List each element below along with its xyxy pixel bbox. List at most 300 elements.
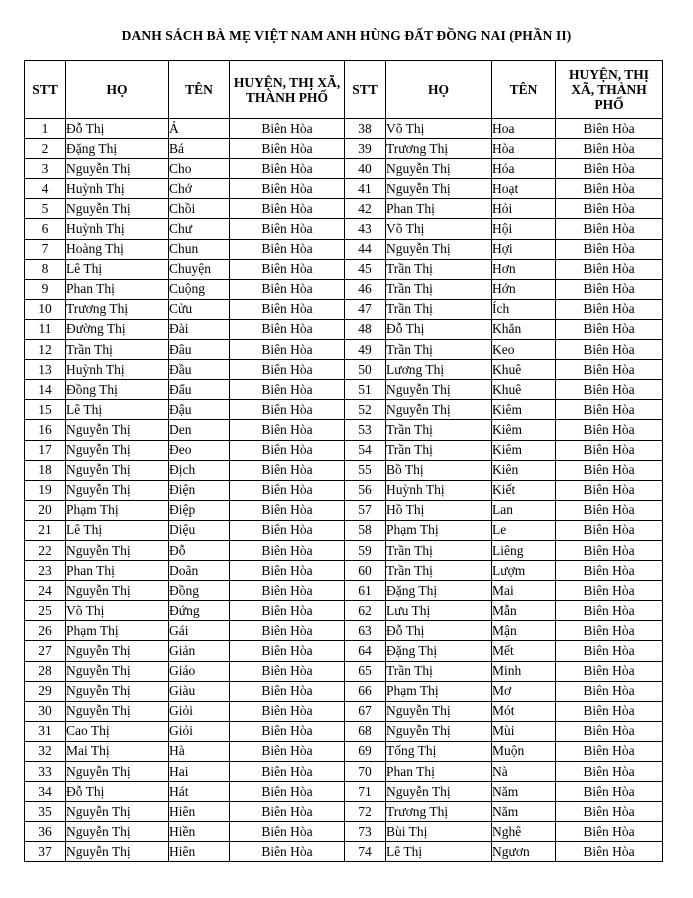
right-ho-cell: Trần Thị [386,540,492,560]
left-ten-cell: Đỗ [169,540,230,560]
right-huyen-cell: Biên Hòa [556,822,663,842]
left-stt-cell: 36 [25,822,66,842]
right-huyen-cell: Biên Hòa [556,319,663,339]
left-ho-cell: Nguyễn Thị [66,159,169,179]
right-ho-cell: Bồ Thị [386,460,492,480]
table-row [25,681,663,701]
right-huyen-cell: Biên Hòa [556,360,663,380]
left-huyen-cell: Biên Hòa [230,179,345,199]
right-ten-cell: Hóa [492,159,556,179]
left-ten-cell: Đâu [169,340,230,360]
left-ten-cell: Hiên [169,842,230,862]
table-row [25,500,663,520]
left-ho-cell: Đồng Thị [66,380,169,400]
right-ho-cell: Trần Thị [386,561,492,581]
left-ten-cell: Hiền [169,822,230,842]
left-ten-cell: Bá [169,139,230,159]
left-huyen-cell: Biên Hòa [230,842,345,862]
left-ten-cell: Đẩu [169,380,230,400]
right-huyen-cell: Biên Hòa [556,440,663,460]
left-huyen-cell: Biên Hòa [230,681,345,701]
left-ten-cell: Hát [169,782,230,802]
left-huyen-cell: Biên Hòa [230,561,345,581]
right-ten-cell: Năm [492,802,556,822]
left-huyen-cell: Biên Hòa [230,340,345,360]
left-ho-cell: Nguyễn Thị [66,681,169,701]
left-ten-cell: Chớ [169,179,230,199]
right-huyen-cell: Biên Hòa [556,621,663,641]
right-ten-cell: Mết [492,641,556,661]
left-ho-cell: Nguyễn Thị [66,842,169,862]
right-huyen-cell: Biên Hòa [556,279,663,299]
table-row [25,259,663,279]
table-row [25,641,663,661]
left-stt-cell: 37 [25,842,66,862]
left-ten-cell: Den [169,420,230,440]
right-huyen-cell: Biên Hòa [556,741,663,761]
table-row [25,400,663,420]
left-ho-cell: Huỳnh Thị [66,179,169,199]
table-row [25,179,663,199]
header-stt-left: STT [25,61,66,119]
right-ho-cell: Nguyễn Thị [386,380,492,400]
right-ho-cell: Đặng Thị [386,641,492,661]
header-row [25,61,663,119]
right-ho-cell: Đặng Thị [386,581,492,601]
left-stt-cell: 20 [25,500,66,520]
right-ho-cell: Nguyễn Thị [386,782,492,802]
left-stt-cell: 35 [25,802,66,822]
left-huyen-cell: Biên Hòa [230,581,345,601]
left-stt-cell: 16 [25,420,66,440]
left-huyen-cell: Biên Hòa [230,279,345,299]
right-stt-cell: 64 [345,641,386,661]
left-stt-cell: 12 [25,340,66,360]
right-stt-cell: 69 [345,741,386,761]
right-ten-cell: Mẫn [492,601,556,621]
left-huyen-cell: Biên Hòa [230,500,345,520]
left-stt-cell: 21 [25,520,66,540]
left-ho-cell: Nguyễn Thị [66,641,169,661]
right-ten-cell: Minh [492,661,556,681]
right-huyen-cell: Biên Hòa [556,480,663,500]
left-ho-cell: Nguyễn Thị [66,460,169,480]
right-stt-cell: 73 [345,822,386,842]
right-ten-cell: Liêng [492,540,556,560]
right-huyen-cell: Biên Hòa [556,681,663,701]
right-ten-cell: Muộn [492,741,556,761]
left-ten-cell: Chồi [169,199,230,219]
right-stt-cell: 46 [345,279,386,299]
right-ho-cell: Phạm Thị [386,681,492,701]
right-ho-cell: Huỳnh Thị [386,480,492,500]
left-huyen-cell: Biên Hòa [230,440,345,460]
left-stt-cell: 29 [25,681,66,701]
right-ho-cell: Trần Thị [386,420,492,440]
left-ten-cell: Đậu [169,400,230,420]
left-stt-cell: 18 [25,460,66,480]
right-ho-cell: Trần Thị [386,299,492,319]
right-stt-cell: 43 [345,219,386,239]
right-stt-cell: 40 [345,159,386,179]
left-huyen-cell: Biên Hòa [230,661,345,681]
left-huyen-cell: Biên Hòa [230,782,345,802]
right-huyen-cell: Biên Hòa [556,842,663,862]
right-ho-cell: Nguyễn Thị [386,701,492,721]
left-ten-cell: Chun [169,239,230,259]
right-huyen-cell: Biên Hòa [556,239,663,259]
left-huyen-cell: Biên Hòa [230,802,345,822]
right-ten-cell: Khuê [492,380,556,400]
left-huyen-cell: Biên Hòa [230,822,345,842]
left-huyen-cell: Biên Hòa [230,380,345,400]
header-stt-right: STT [345,61,386,119]
right-ten-cell: Keo [492,340,556,360]
table-row [25,319,663,339]
right-huyen-cell: Biên Hòa [556,561,663,581]
left-ho-cell: Đặng Thị [66,139,169,159]
right-ten-cell: Hoa [492,119,556,139]
left-stt-cell: 9 [25,279,66,299]
right-ten-cell: Le [492,520,556,540]
table-row [25,239,663,259]
right-huyen-cell: Biên Hòa [556,661,663,681]
left-stt-cell: 17 [25,440,66,460]
left-ten-cell: Hiên [169,802,230,822]
left-ho-cell: Phạm Thị [66,500,169,520]
left-ho-cell: Lê Thị [66,520,169,540]
right-ten-cell: Kiên [492,460,556,480]
left-stt-cell: 6 [25,219,66,239]
left-ho-cell: Trương Thị [66,299,169,319]
right-ho-cell: Trần Thị [386,661,492,681]
left-stt-cell: 3 [25,159,66,179]
table-row [25,440,663,460]
left-ten-cell: Cho [169,159,230,179]
left-ho-cell: Trần Thị [66,340,169,360]
table-row [25,139,663,159]
left-stt-cell: 22 [25,540,66,560]
left-stt-cell: 15 [25,400,66,420]
table-row [25,601,663,621]
right-huyen-cell: Biên Hòa [556,701,663,721]
left-stt-cell: 5 [25,199,66,219]
left-huyen-cell: Biên Hòa [230,601,345,621]
table-row [25,480,663,500]
left-ho-cell: Nguyễn Thị [66,661,169,681]
table-row [25,782,663,802]
right-stt-cell: 59 [345,540,386,560]
left-ten-cell: Đồng [169,581,230,601]
right-ten-cell: Mơ [492,681,556,701]
table-row [25,520,663,540]
left-stt-cell: 30 [25,701,66,721]
right-ten-cell: Kiêm [492,440,556,460]
left-stt-cell: 10 [25,299,66,319]
right-stt-cell: 47 [345,299,386,319]
left-ho-cell: Đỗ Thị [66,782,169,802]
left-ten-cell: Giáo [169,661,230,681]
right-huyen-cell: Biên Hòa [556,500,663,520]
right-huyen-cell: Biên Hòa [556,340,663,360]
table-row [25,741,663,761]
left-ho-cell: Võ Thị [66,601,169,621]
right-ho-cell: Nguyễn Thị [386,400,492,420]
right-ten-cell: Hơn [492,259,556,279]
table-row [25,420,663,440]
right-ten-cell: Hòa [492,139,556,159]
left-ho-cell: Nguyễn Thị [66,581,169,601]
right-stt-cell: 74 [345,842,386,862]
left-ten-cell: Doãn [169,561,230,581]
right-ho-cell: Nguyễn Thị [386,159,492,179]
left-ho-cell: Đỗ Thị [66,119,169,139]
left-stt-cell: 1 [25,119,66,139]
right-ten-cell: Mót [492,701,556,721]
left-huyen-cell: Biên Hòa [230,400,345,420]
left-stt-cell: 2 [25,139,66,159]
left-ho-cell: Phan Thị [66,561,169,581]
right-stt-cell: 51 [345,380,386,400]
right-ten-cell: Hội [492,219,556,239]
right-ho-cell: Trương Thị [386,139,492,159]
right-huyen-cell: Biên Hòa [556,802,663,822]
right-huyen-cell: Biên Hòa [556,721,663,741]
right-ho-cell: Nguyễn Thị [386,721,492,741]
right-ten-cell: Năm [492,782,556,802]
left-ho-cell: Nguyễn Thị [66,802,169,822]
left-huyen-cell: Biên Hòa [230,762,345,782]
right-ten-cell: Mận [492,621,556,641]
left-ten-cell: Cuộng [169,279,230,299]
table-row [25,621,663,641]
left-ten-cell: Diệu [169,520,230,540]
table-row [25,380,663,400]
table-row [25,802,663,822]
table-body [25,119,663,862]
right-stt-cell: 56 [345,480,386,500]
left-huyen-cell: Biên Hòa [230,199,345,219]
right-ten-cell: Kiêm [492,400,556,420]
right-stt-cell: 53 [345,420,386,440]
left-ten-cell: Chư [169,219,230,239]
right-stt-cell: 52 [345,400,386,420]
table-row [25,340,663,360]
left-ten-cell: Hai [169,762,230,782]
right-ten-cell: Mai [492,581,556,601]
left-ho-cell: Phạm Thị [66,621,169,641]
left-ho-cell: Nguyễn Thị [66,701,169,721]
left-stt-cell: 27 [25,641,66,661]
table-row [25,561,663,581]
right-huyen-cell: Biên Hòa [556,641,663,661]
right-ten-cell: Mùi [492,721,556,741]
right-stt-cell: 61 [345,581,386,601]
right-ten-cell: Kiêm [492,420,556,440]
left-stt-cell: 31 [25,721,66,741]
left-stt-cell: 23 [25,561,66,581]
left-ho-cell: Hoàng Thị [66,239,169,259]
table-row [25,701,663,721]
right-ho-cell: Đỗ Thị [386,319,492,339]
left-huyen-cell: Biên Hòa [230,139,345,159]
left-ten-cell: Đầu [169,360,230,380]
right-huyen-cell: Biên Hòa [556,139,663,159]
right-stt-cell: 66 [345,681,386,701]
left-huyen-cell: Biên Hòa [230,119,345,139]
right-stt-cell: 60 [345,561,386,581]
mothers-table [24,60,663,862]
right-stt-cell: 38 [345,119,386,139]
right-stt-cell: 68 [345,721,386,741]
right-huyen-cell: Biên Hòa [556,762,663,782]
right-stt-cell: 54 [345,440,386,460]
right-stt-cell: 45 [345,259,386,279]
header-huyen-left: HUYỆN, THỊ XÃ, THÀNH PHỐ [230,61,345,119]
left-ten-cell: Giỏi [169,721,230,741]
right-ho-cell: Trần Thị [386,340,492,360]
left-stt-cell: 14 [25,380,66,400]
header-ten-right: TÊN [492,61,556,119]
left-ten-cell: Chuyện [169,259,230,279]
left-ho-cell: Nguyễn Thị [66,822,169,842]
left-ten-cell: Điệp [169,500,230,520]
left-huyen-cell: Biên Hòa [230,360,345,380]
left-stt-cell: 28 [25,661,66,681]
left-ho-cell: Nguyễn Thị [66,480,169,500]
left-stt-cell: 13 [25,360,66,380]
table-row [25,581,663,601]
left-huyen-cell: Biên Hòa [230,480,345,500]
right-stt-cell: 62 [345,601,386,621]
left-ten-cell: Đeo [169,440,230,460]
right-ten-cell: Nà [492,762,556,782]
right-stt-cell: 58 [345,520,386,540]
left-huyen-cell: Biên Hòa [230,219,345,239]
right-ten-cell: Lan [492,500,556,520]
right-huyen-cell: Biên Hòa [556,782,663,802]
right-huyen-cell: Biên Hòa [556,601,663,621]
left-huyen-cell: Biên Hòa [230,299,345,319]
right-ten-cell: Hỏi [492,199,556,219]
left-ten-cell: Giản [169,641,230,661]
table-row [25,299,663,319]
left-stt-cell: 7 [25,239,66,259]
left-ho-cell: Nguyễn Thị [66,420,169,440]
left-huyen-cell: Biên Hòa [230,319,345,339]
right-huyen-cell: Biên Hòa [556,380,663,400]
right-huyen-cell: Biên Hòa [556,581,663,601]
left-stt-cell: 34 [25,782,66,802]
right-ten-cell: Hợi [492,239,556,259]
left-ho-cell: Huỳnh Thị [66,219,169,239]
table-row [25,540,663,560]
left-stt-cell: 26 [25,621,66,641]
left-ten-cell: Ả [169,119,230,139]
left-ho-cell: Đường Thị [66,319,169,339]
header-huyen-right: HUYỆN, THỊ XÃ, THÀNH PHỐ [556,61,663,119]
right-ten-cell: Hoạt [492,179,556,199]
right-huyen-cell: Biên Hòa [556,460,663,480]
right-ho-cell: Phan Thị [386,199,492,219]
right-stt-cell: 57 [345,500,386,520]
left-ten-cell: Điện [169,480,230,500]
right-ten-cell: Khăn [492,319,556,339]
right-ho-cell: Võ Thị [386,219,492,239]
right-ho-cell: Nguyễn Thị [386,239,492,259]
right-stt-cell: 42 [345,199,386,219]
right-ten-cell: Nghê [492,822,556,842]
left-ten-cell: Cửu [169,299,230,319]
left-ten-cell: Đài [169,319,230,339]
left-huyen-cell: Biên Hòa [230,520,345,540]
table-row [25,360,663,380]
table-row [25,279,663,299]
right-stt-cell: 39 [345,139,386,159]
right-ho-cell: Bùi Thị [386,822,492,842]
right-ho-cell: Trần Thị [386,279,492,299]
right-huyen-cell: Biên Hòa [556,540,663,560]
left-huyen-cell: Biên Hòa [230,159,345,179]
left-ho-cell: Phan Thị [66,279,169,299]
right-ho-cell: Nguyễn Thị [386,179,492,199]
table-row [25,460,663,480]
right-huyen-cell: Biên Hòa [556,179,663,199]
right-ho-cell: Võ Thị [386,119,492,139]
left-ho-cell: Nguyễn Thị [66,440,169,460]
right-ho-cell: Trương Thị [386,802,492,822]
left-ho-cell: Lê Thị [66,259,169,279]
right-ho-cell: Lương Thị [386,360,492,380]
right-stt-cell: 70 [345,762,386,782]
right-huyen-cell: Biên Hòa [556,119,663,139]
right-huyen-cell: Biên Hòa [556,400,663,420]
left-huyen-cell: Biên Hòa [230,701,345,721]
right-stt-cell: 67 [345,701,386,721]
left-huyen-cell: Biên Hòa [230,741,345,761]
right-stt-cell: 63 [345,621,386,641]
right-stt-cell: 49 [345,340,386,360]
table-row [25,762,663,782]
left-ten-cell: Hà [169,741,230,761]
right-huyen-cell: Biên Hòa [556,259,663,279]
right-stt-cell: 71 [345,782,386,802]
left-huyen-cell: Biên Hòa [230,621,345,641]
right-stt-cell: 48 [345,319,386,339]
right-stt-cell: 50 [345,360,386,380]
left-huyen-cell: Biên Hòa [230,721,345,741]
right-stt-cell: 41 [345,179,386,199]
table-row [25,661,663,681]
right-ten-cell: Lượm [492,561,556,581]
right-ten-cell: Hớn [492,279,556,299]
left-ho-cell: Nguyễn Thị [66,762,169,782]
right-ho-cell: Tống Thị [386,741,492,761]
table-row [25,119,663,139]
right-stt-cell: 44 [345,239,386,259]
left-huyen-cell: Biên Hòa [230,259,345,279]
left-huyen-cell: Biên Hòa [230,641,345,661]
left-huyen-cell: Biên Hòa [230,420,345,440]
table-row [25,219,663,239]
right-ho-cell: Phạm Thị [386,520,492,540]
left-ten-cell: Đứng [169,601,230,621]
left-stt-cell: 33 [25,762,66,782]
right-ho-cell: Hồ Thị [386,500,492,520]
left-stt-cell: 25 [25,601,66,621]
right-ho-cell: Trần Thị [386,259,492,279]
right-huyen-cell: Biên Hòa [556,199,663,219]
